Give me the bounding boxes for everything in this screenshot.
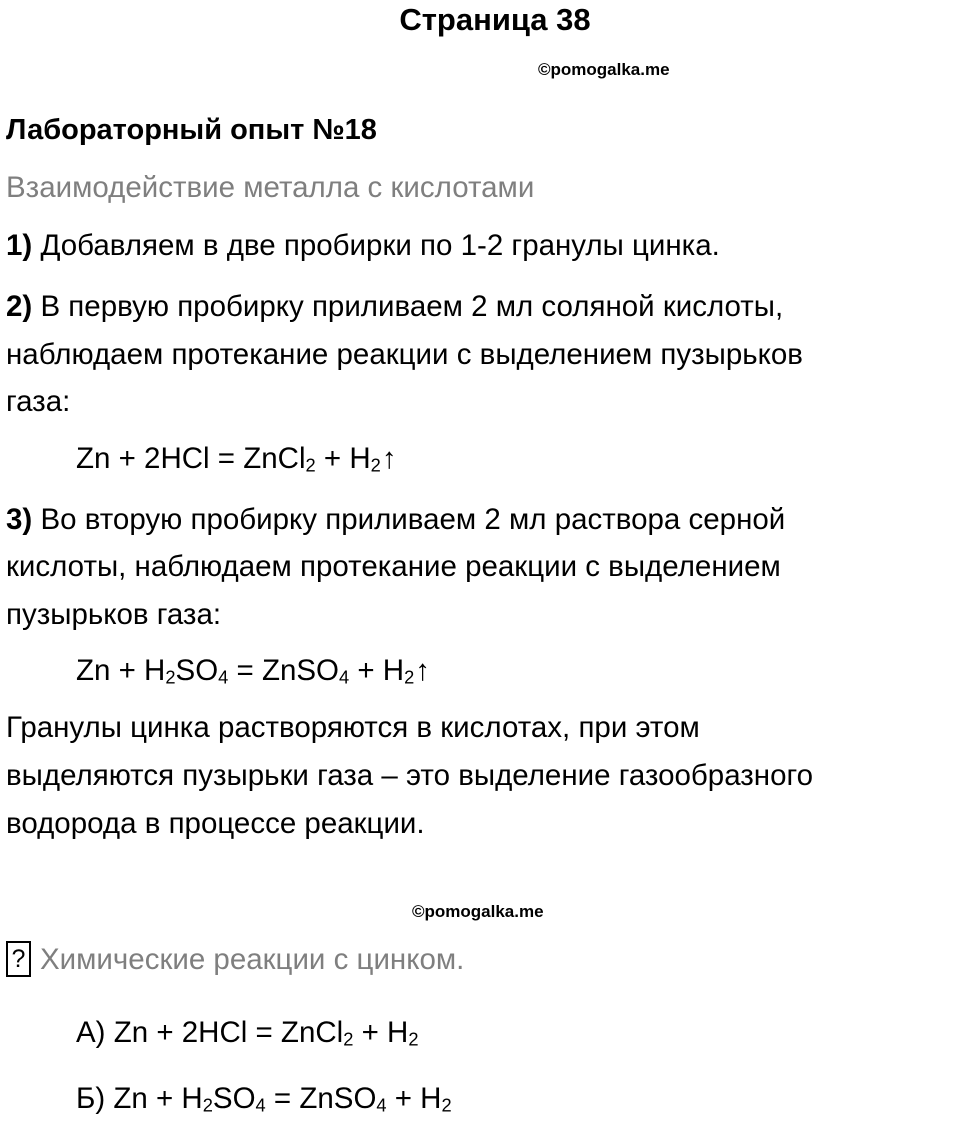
watermark-middle: ©pomogalka.me (412, 902, 544, 921)
answer-b (76, 1081, 452, 1117)
step-1-number: 1) (6, 229, 33, 262)
subscript: 2 (404, 666, 415, 688)
step-3-line-3: пузырьков газа: (6, 598, 222, 631)
conclusion-line-3: водорода в процессе реакции. (6, 807, 425, 840)
step-2-text: В первую пробирку приливаем 2 мл соляной кислоты, (40, 290, 784, 323)
question-text: Химические реакции с цинком. (40, 943, 465, 976)
step-3-line-1 (6, 502, 785, 538)
formula-part: Zn + H (76, 654, 166, 687)
answer-label: А) (76, 1016, 114, 1049)
formula-part: Zn + 2HCl = ZnCl (113, 1016, 344, 1049)
formula-part: + H (353, 1016, 409, 1049)
step-2-number: 2) (6, 290, 33, 323)
lab-heading: Лабораторный опыт №18 (6, 114, 377, 146)
step-3-line-2: кислоты, наблюдаем протекание реакции с выделением (6, 550, 781, 583)
page-title: Страница 38 (399, 2, 591, 37)
formula-part: = ZnSO (265, 1082, 377, 1115)
up-arrow-icon: ↑ (415, 654, 431, 687)
step-1-text: Добавляем в две пробирки по 1-2 гранулы цинка. (40, 229, 720, 262)
formula-zn-hcl (76, 441, 397, 477)
subscript: 4 (255, 1094, 266, 1116)
subscript: 2 (343, 1028, 354, 1050)
subscript: 4 (339, 666, 350, 688)
subscript: 2 (370, 454, 381, 476)
subscript: 2 (202, 1094, 213, 1116)
formula-part: = ZnSO (228, 654, 339, 687)
conclusion-line-1: Гранулы цинка растворяются в кислотах, при этом (6, 711, 700, 744)
formula-part: Zn + 2HCl = ZnCl (76, 442, 306, 475)
step-2-line-3: газа: (6, 385, 71, 418)
step-3-number: 3) (6, 503, 33, 536)
formula-zn-h2so4 (76, 653, 430, 689)
formula-part: + H (349, 654, 405, 687)
answer-a (76, 1015, 419, 1051)
subscript: 4 (218, 666, 229, 688)
subscript: 2 (305, 454, 316, 476)
answer-label: Б) (76, 1082, 114, 1115)
subscript: 4 (376, 1094, 387, 1116)
formula-part: Zn + H (113, 1082, 203, 1115)
question-mark-icon: ? (6, 941, 31, 977)
lab-subtitle: Взаимодействие металла с кислотами (6, 171, 535, 204)
up-arrow-icon: ↑ (381, 442, 397, 475)
subscript: 2 (441, 1094, 452, 1116)
subscript: 2 (408, 1028, 419, 1050)
formula-part: + H (315, 442, 371, 475)
subscript: 2 (165, 666, 176, 688)
conclusion-line-2: выделяются пузырьки газа – это выделение газообразного (6, 759, 814, 792)
formula-part: + H (386, 1082, 442, 1115)
step-2-line-2: наблюдаем протекание реакции с выделением пузырьков (6, 338, 803, 371)
watermark-top: ©pomogalka.me (538, 60, 670, 79)
formula-part: SO (175, 654, 219, 687)
step-3-text: Во вторую пробирку приливаем 2 мл раствора серной (40, 503, 786, 536)
step-1 (6, 228, 720, 264)
formula-part: SO (212, 1082, 256, 1115)
step-2-line-1 (6, 289, 783, 325)
